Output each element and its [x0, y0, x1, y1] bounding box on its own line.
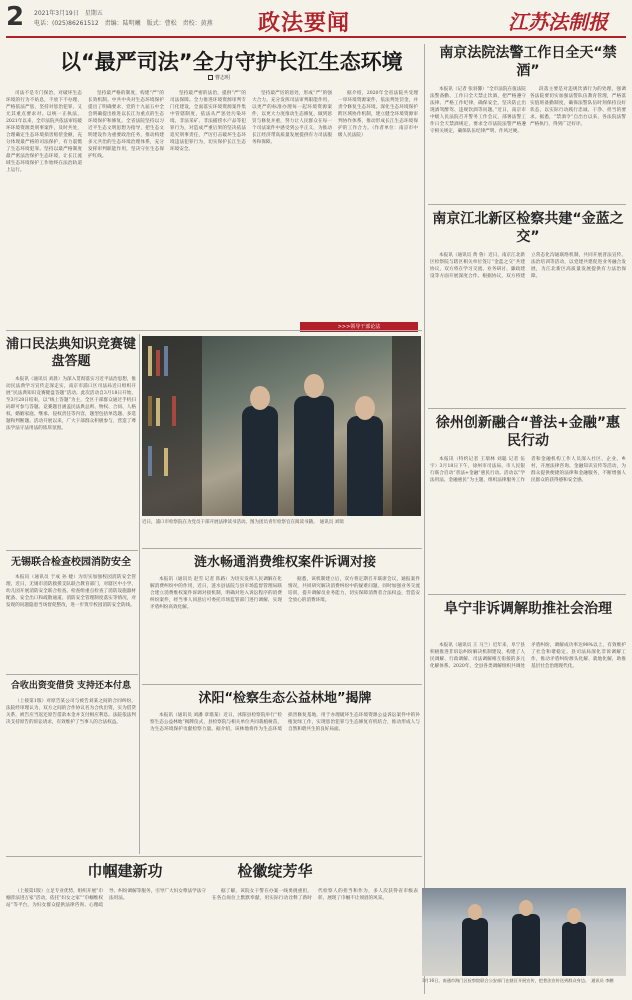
wuxi-headline: 无锡联合检查校园消防安全: [11, 557, 131, 568]
lianshui-headline: 涟水畅通消费维权案件诉调对接: [193, 555, 376, 570]
jiangbei-rule: [428, 408, 626, 409]
lianshui-column-1: 本报讯（通讯员 赵雪 记者 阵路）为切实发挥人民调解在化解消费纠纷中的作用，近日，涟水县法院与县市场监督管理局联合建立消费维权案件诉调对接机制，明确对进入诉讼程序的消费纠纷案件，经当事人同意后可委托市场监管部门进行调解，实现矛盾纠纷高效化解。: [150, 577, 282, 610]
shuyang-body: 本报讯（通讯员 刘潘 章墙某）近日，沭阳县检察院举行“检察生态公益林地”揭牌仪式，县检察院与相关单位共同栽植树苗，为生态环境保护贡献检察力量。据介绍，该林地将作为生态环境损害修复基地，用于办理破坏生态环境资源公益诉讼案件中的补植复绿工作，实现惩治犯罪与生态修复有机结合，推动形成人与自然和谐共生的良好局面。: [150, 713, 420, 732]
lead-column-5: 据介绍，2020年全省法院共受理一审环境资源案件，依法判处罚金，并责令修复生态环境。深化生态环境保护跨区域协作机制，建立健全环境资源审判协作体系，推动形成长江生态环境保护的工作合力。（作者单位：南京市中级人民法院）: [338, 91, 418, 138]
xuzhou-body: 本报讯（特约记者 王瑞林 刘聪 记者 伍 宇）3月18日下午，徐州市司法局、市人民银行联合启动“普法+金融”惠民行动。活动以“学法用法、金融惠民”为主题，组织法律服务工作者和金融机构工作人员深入社区、企业、乡村，开展法律咨询、金融知识宣传等活动，为群众提供便捷的法律和金融服务，不断增强人民群众的获得感和安全感。: [430, 457, 626, 483]
photo-credit: 通讯员 刘瑞: [319, 520, 344, 525]
photo2-caption: 3月16日，南通市海门区检察院联合公安部门在辖区开展宣传，把普法宣传送到群众身边。 通讯员 李鹏: [422, 978, 614, 983]
bottom-section-rule: [6, 856, 422, 857]
xuzhou-headline: 徐州创新融合“普法+金融”惠民行动: [435, 415, 621, 449]
lead-column-2: 坚持最严格的制度，构建“严”的长效机制。中共中央对生态环境保护提出了明确要求，党的十九届五中全会明确提出推进以长江为重点的生态环境保护和修复。全省法院坚持以习近平生态文明思想为指导，把生态文明建设作为重要政治任务，推动构建多元共治的生态环境治理体系，充分发挥审判职能作用，坚决守住生态保护红线。: [88, 91, 164, 159]
lead-column-4: 坚持最严厉的惩处，形成“严”的强大合力。充分发挥司法审判职能作用，以更严的标准办理每一起环境资源案件，以更大力度推动生态修复，做到惩罚与修复并重，努力让人民群众在每一个司法案件中感受到公平正义，为推动长江经济带高质量发展提供有力司法服务和保障。: [252, 91, 332, 145]
lianshui-column-2: 据悉，该机制建立后，双方将定期召开联席会议，通报案件情况，共同研究解决消费纠纷中的疑难问题。同时加强业务交流培训，提升调解员业务能力，切实保障消费者合法权益，营造安全放心的消费环境。: [288, 577, 420, 603]
jianjiao-headline: 检徽绽芳华: [237, 862, 313, 880]
jiangbei-body: 本报讯（通讯员 黄 鲁）近日，南京江北新区检察院与辖区相关单位签订“金蓝之交”共建协议，双方将在学习交流、业务研讨、廉政建设等方面开展深度合作。根据协议，双方将建立常态化沟通联络机制，共同开展普法宣传、法治培训等活动，以党建共建促进业务融合发展，为江北新区高质量发展提供有力法治保障。: [430, 253, 626, 279]
hebu-body: （上接第1版）对原告某公司与被告刘某之间的合同纠纷，法院经审理认为，双方之间的合作协议名为合伙出资，实为借贷关系，被告应当返还原告借款本金并支付相应利息。法院依法判决支持原告的诉讼请求，有效维护了当事人的合法权益。: [6, 699, 136, 725]
lead-tag: >>>领导干部论法: [300, 322, 418, 332]
xuzhou-rule: [428, 594, 626, 595]
page-number: 2: [6, 2, 25, 32]
lead-headline: 以“最严司法”全力守护长江生态环境: [60, 50, 403, 74]
lead-column-3: 坚持最严密的法治，提供“严”的司法保障。全力推进环境资源审判专门化建设，全面落实环境资源案件集中管辖制度，依法从严惩处污染环境、非法采矿、非法捕捞水产品等犯罪行为，对造成严重后果的坚决依法追究刑事责任，严厉打击破坏生态环境违法犯罪行为，切实保护长江生态环境安全。: [170, 91, 246, 152]
wuxi-body: 本报讯（通讯员 于成 孙 婕）为切实加强校园消防安全管理，近日，无锡市消防救援支队联合教育部门，对辖区中小学、幼儿园开展消防安全联合检查。检查组重点检查了消防设施器材配备、安全出口和疏散通道、消防安全管理制度落实等情况，对发现的问题隐患当场督促整改，进一步筑牢校园消防安全防线。: [6, 575, 136, 608]
funing-headline: 阜宁非诉调解助推社会治理: [444, 601, 612, 617]
lianshui-rule: [142, 684, 422, 685]
photo2-credit: 通讯员 李鹏: [591, 978, 614, 983]
jinguo-headline: 巾帼建新功: [87, 862, 163, 880]
column-divider-right: [424, 44, 425, 994]
photo-caption: 近日，浦口市检察院在为党员干部开展法律读书活动。图为团员青年检察官在阅读书籍。 通讯员 刘瑞: [142, 520, 344, 525]
library-photo: [142, 336, 421, 516]
editorial-credits: 电话：(025)86261512 责编：陆明曦 版式：曹松 责校：黄燕: [34, 20, 213, 27]
lead-column-1: 司法不是专门保治，对破坏生态环境的行为不姑息，不放下不办理，严格依法严惩，坚持对惩治犯罪，又尤其重点要求对。以统一正执法，2021年以来，全市法院共依法审结破坏环境资源类刑事案件，及时共处，合理确定生态环境损害赔偿金额，充分体现最严格的司法保护，有力震慑了生态环境犯罪。坚持以最严格制度最严密法治保护生态环境，让长江流域生态环境保护工作始终在法治轨道上运行。: [6, 91, 82, 173]
banjiu-column-2: 段落主要是对违规饮酒行为的处理，强调各法院要切实加强法警队伍教育管理，严格落实值班备勤制度，确保法警队伍时刻保持良好状态，以实际行动践行忠诚、干净、担当的要求。据悉，“禁酒令”自出台以来，各法院法警严格执行，得到广泛好评。: [530, 87, 626, 127]
wuxi-rule: [6, 674, 138, 675]
jinguo-body: （上接第1版）立足专业优势，组织开展“巾帼普法进万家”活动，依托“妇女之家”“巾帼维权站”等平台，为妇女群众提供法律咨询、心理疏导、纠纷调解等服务，引导广大妇女尊法学法守法用法。: [6, 889, 206, 908]
lead-author-name: 曹志明: [215, 75, 231, 81]
author-icon: [208, 75, 213, 80]
hebu-headline: 合收出资变借贷 支持还本付息: [10, 681, 132, 691]
masthead-rule: [6, 36, 626, 38]
street-photo: [422, 888, 626, 976]
section-title: 政法要闻: [258, 10, 351, 36]
jianjiao-body: 据了解，该院女干警在办案一线勇挑重担，在各自岗位上默默奉献，用实际行动诠释了新时代检察人的担当和作为，多人次获得省市级表彰，展现了巾帼不让须眉的风采。: [212, 889, 418, 901]
jiangbei-headline: 南京江北新区检察共建“金蓝之交”: [432, 211, 624, 245]
photo-rule: [142, 548, 422, 549]
funing-body: 本报讯（通讯员 王 马兰）近年来，阜宁县积极推进非诉讼纠纷解决机制建设，构建了人民调解、行政调解、司法调解相互衔接的多元化解体系。2020年，全县各类调解组织共调处矛盾纠纷，调解成功率达98%以上，有效维护了社会和谐稳定。县司法局深化非诉调解工作，推动矛盾纠纷源头化解、就地化解，助推基层社会治理现代化。: [430, 643, 626, 669]
banjiu-rule: [428, 204, 626, 205]
pukou-headline: 浦口民法典知识竞赛键盘答题: [6, 337, 137, 369]
masthead: [0, 0, 632, 40]
banjiu-column-1: 本报讯（记者 张羽馨）“全市法院在值法院法警备勤、工作日全天禁止饮酒，把严格遵守法律、严格工作纪律，确保安全，坚决防止出现酒驾醉驾、违规饮酒等问题。”近日，南京市中级人民法院召开警务工作会议，部署法警工作日全天禁酒规定，要求全市法院法警严格遵守相关规定，确保队伍纪律严明、作风过硬。: [430, 87, 526, 134]
issue-date: 2021年3月19日 星期五: [34, 10, 103, 17]
lead-bottom-rule: [6, 330, 422, 331]
newspaper-logo: 江苏法制报: [508, 10, 608, 34]
pukou-rule: [6, 550, 138, 551]
banjiu-headline: 南京法院法警工作日全天“禁酒”: [439, 45, 617, 79]
column-divider-left: [139, 334, 140, 854]
lead-author: [208, 74, 230, 81]
shuyang-headline: 沭阳“检察生态公益林地”揭牌: [198, 691, 372, 706]
pukou-body: 本报讯（通讯员 刘晨）为深入贯彻落实习近平法治思想，推动民法典学习宣传走深走实，南京市浦口区司法局近日组织开展“民法典知识竞赛键盘答题”活动。此次活动自3月18日开始，至3月28日结束，以“线上答题”为主，全区干部群众通过手机扫码即可参与答题。竞赛题目涵盖民法典总则、物权、合同、人格权、婚姻家庭、继承、侵权责任等内容，题型包括单选题、多选题和判断题。活动开展以来，广大干部群众积极参与，营造了尊法学法守法用法的浓厚氛围。: [6, 377, 136, 431]
